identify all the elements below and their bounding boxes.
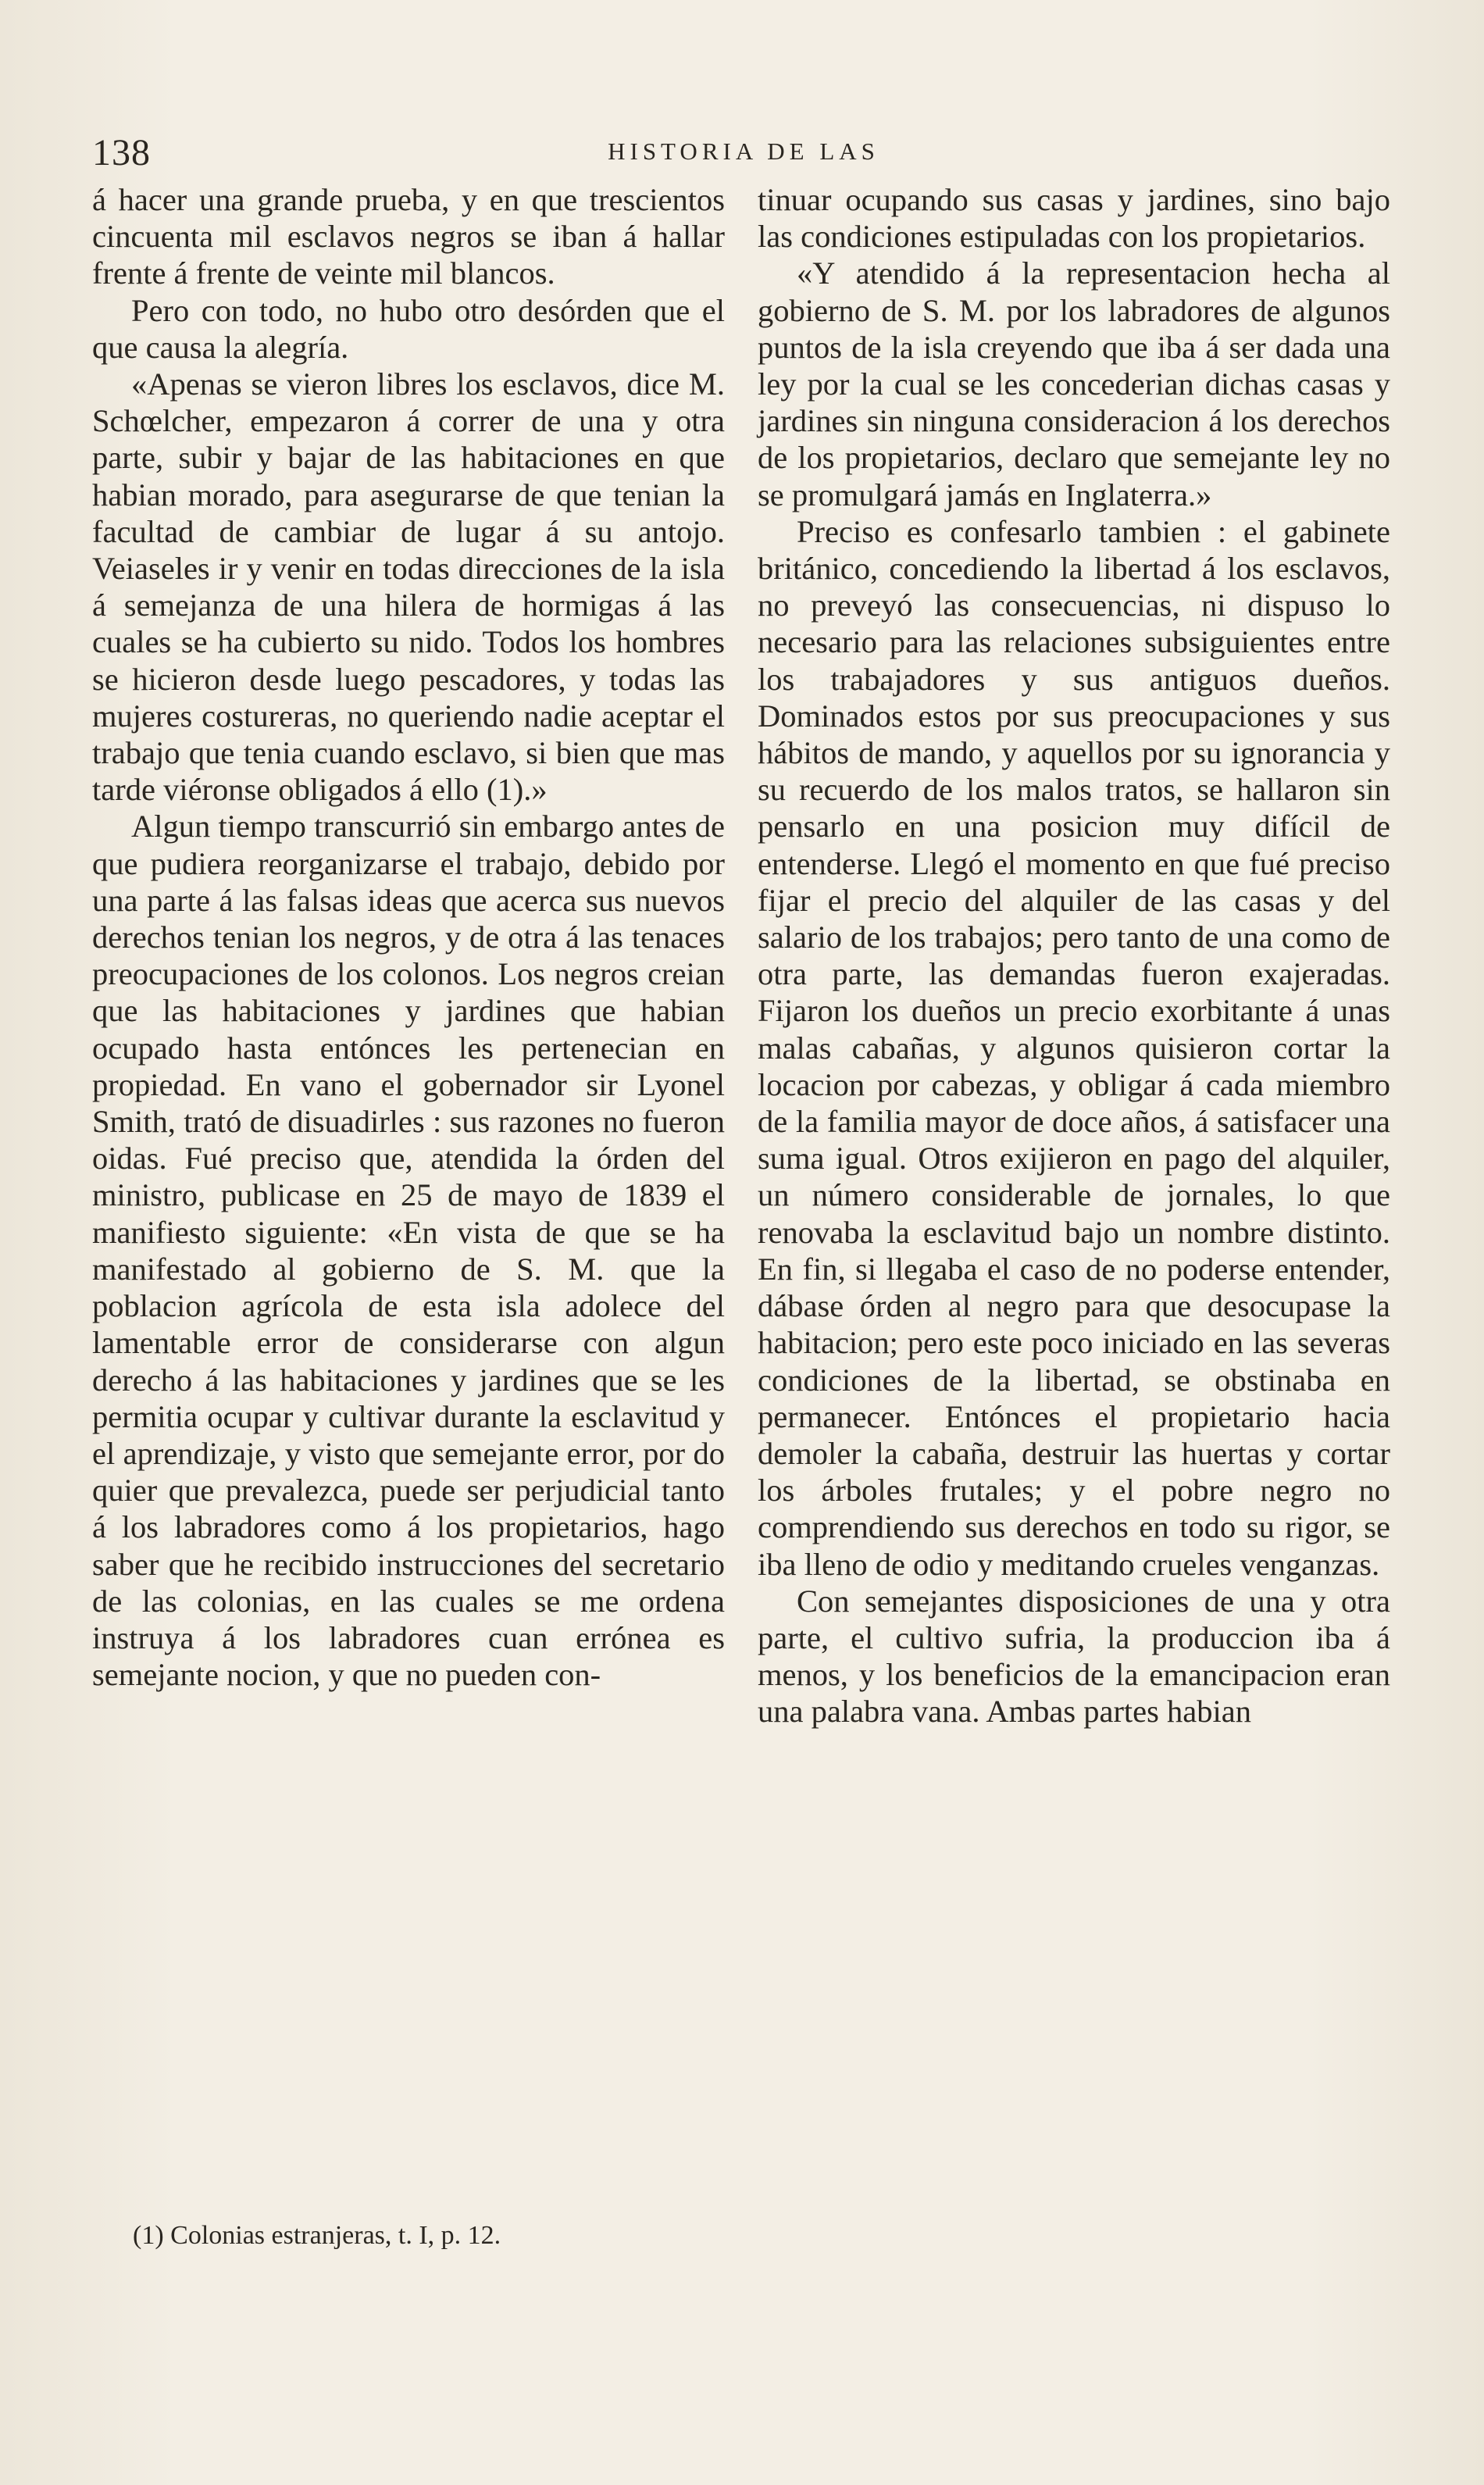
paragraph: Preciso es confesarlo tambien : el gabinete británico, concediendo la libertad á los esclavos, no preveyó las consecuencias, ni dispuso lo necesario para las relaciones subsiguientes entre los trabajadores y sus antiguos dueños. Dominados estos por sus preocupaciones y sus hábitos de mando, y aquellos por su ignorancia y su recuerdo de los malos tratos, se hallaron sin pensarlo en una posicion muy difícil de entenderse. Llegó el momento en que fué preciso fijar el precio del alquiler de las casas y del salario de los trabajos; pero tanto de una como de otra parte, las demandas fueron exajeradas. Fijaron los dueños un precio exorbitante á unas malas cabañas, y algunos quisieron cortar la locacion por cabezas, y obligar á cada miembro de la familia mayor de doce años, á satisfacer una suma igual. Otros exijieron en pago del alquiler, un número considerable de jornales, lo que renovaba la esclavitud bajo un nombre distinto. En fin, si llegaba el caso de no poderse entender, dábase órden al negro para que desocupase la habitacion; pero este poco iniciado en las severas condiciones de la libertad, se obstinaba en permanecer. Entónces el propietario hacia demoler la cabaña, destruir las huertas y cortar los árboles frutales; y el pobre negro no comprendiendo sus derechos en todo su rigor, se iba lleno de odio y meditando crueles venganzas. — [758, 513, 1390, 1582]
paragraph: Algun tiempo transcurrió sin embargo antes de que pudiera reorganizarse el trabajo, debido por una parte á las falsas ideas que acerca sus nuevos derechos tenian los negros, y de otra á las tenaces preocupaciones de los colonos. Los negros creian que las habitaciones y jardines que habian ocupado hasta entónces les pertenecian en propiedad. En vano el gobernador sir Lyonel Smith, trató de disuadirles : sus razones no fueron oidas. Fué preciso que, atendida la órden del ministro, publicase en 25 de mayo de 1839 el manifiesto siguiente: «En vista de que se ha manifestado al gobierno de S. M. que la poblacion agrícola de esta isla adolece del lamentable error de considerarse con algun derecho á las habitaciones y jardines que se les permitia ocupar y cultivar durante la esclavitud y el aprendizaje, y visto que semejante error, por do quier que prevalezca, puede ser perjudicial tanto á los labradores como á los propietarios, hago saber que he recibido instrucciones del secretario de las colonias, en las cuales se me ordena instruya á los labradores cuan errónea es semejante nocion, y que no pueden con- — [92, 809, 725, 1693]
left-column — [92, 181, 725, 1693]
right-column — [758, 181, 1390, 1730]
paragraph: Con semejantes disposiciones de una y otra parte, el cultivo sufria, la produccion iba á menos, y los beneficios de la emancipacion eran una palabra vana. Ambas partes habian — [758, 1583, 1390, 1730]
footnote: (1) Colonias estranjeras, t. I, p. 12. — [133, 2221, 501, 2250]
paragraph: á hacer una grande prueba, y en que trescientos cincuenta mil esclavos negros se iban á hallar frente á frente de veinte mil blancos. — [92, 182, 725, 291]
paragraph: Pero con todo, no hubo otro desórden que el que causa la alegría. — [92, 292, 725, 365]
paragraph: «Y atendido á la representacion hecha al gobierno de S. M. por los labradores de algunos puntos de la isla creyendo que iba á ser dada una ley por la cual se les concederian dichas casas y jardines sin ninguna consideracion á los derechos de los propietarios, declaro que semejante ley no se promulgará jamás en Inglaterra.» — [758, 255, 1390, 512]
running-title: HISTORIA DE LAS — [608, 137, 879, 165]
paragraph: «Apenas se vieron libres los esclavos, dice M. Schœlcher, empezaron á correr de una y otra parte, subir y bajar de las habitaciones en que habian morado, para asegurarse de que tenian la facultad de cambiar de lugar á su antojo. Veiaseles ir y venir en todas direcciones de la isla á semejanza de una hilera de hormigas á las cuales se ha cubierto su nido. Todos los hombres se hicieron desde luego pescadores, y todas las mujeres costureras, no queriendo nadie aceptar el trabajo que tenia cuando esclavo, si bien que mas tarde viéronse obligados á ello (1).» — [92, 366, 725, 808]
paragraph: tinuar ocupando sus casas y jardines, sino bajo las condiciones estipuladas con los propietarios. — [758, 182, 1390, 255]
page-header — [92, 131, 1395, 178]
page-number: 138 — [92, 132, 151, 173]
